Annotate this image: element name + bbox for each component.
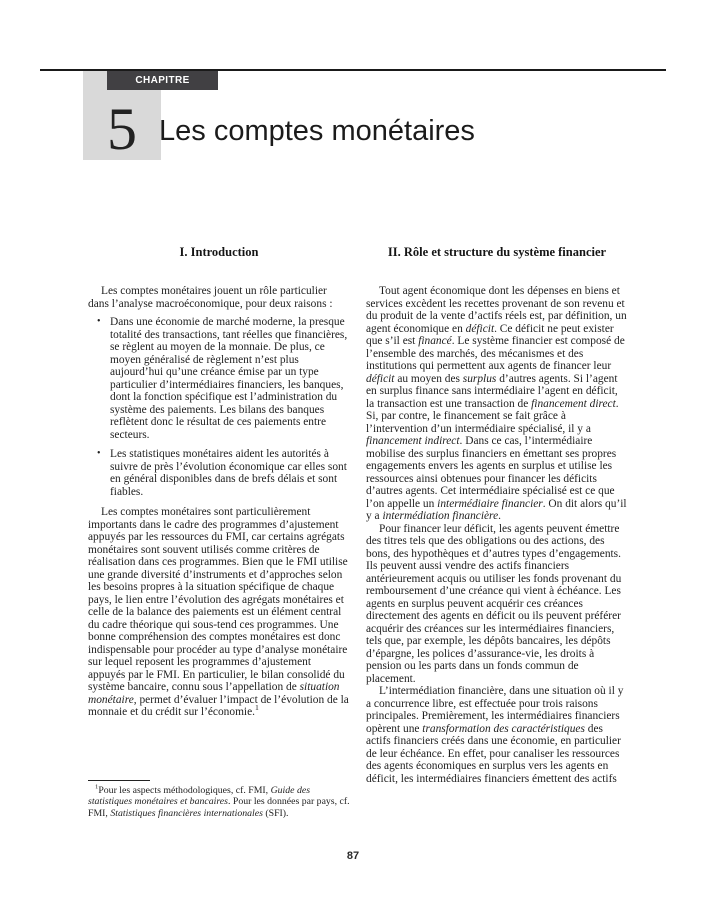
text-run: . Dans ce cas, l’intermédiaire mobilise des surplus financiers en émettant ses propres engagements envers les agents en surplus et utilise les ressources ainsi obtenues pour financer les déficits d’autres agents. Cet intermédiaire spécialisé est ce que l’on appelle un	[366, 435, 617, 510]
text-run: Les comptes monétaires sont particulièrement importants dans le cadre des programmes d’ajustement appuyés par les ressources du FMI, car certains agrégats monétaires sont souvent utilisés comme critères de réalisation dans ces programmes. Bien que le FMI utilise une grande diversité d’instruments et d’approches selon les besoins propres à la situation spécifique de chaque pays, le lien entre l’évolution des agrégats monétaires et celle de la balance des paiements est un élément central du cadre théorique qui sous-tend ces programmes. Une bonne compréhension des comptes monétaires est donc indispensable pour procéder au type d’analyse monétaire sur lequel reposent les programmes d’ajustement appuyés par le FMI. En particulier, le bilan consolidé du système bancaire, connu sous l’appellation de	[88, 506, 348, 693]
text-run: L’intermédiation financière, dans une situation où il y a concurrence libre, est effectuée pour trois raisons principales. Premièrement, les intermédiaires financiers opèrent une	[366, 685, 624, 735]
right-column	[366, 245, 628, 785]
text-run: Dans une économie de marché moderne, la presque totalité des transactions, tant réelles que financières, se règlent au moyen de la monnaie. De plus, ce moyen généralisé de règlement n’est plus aujourd’hui qu’une créance émise par un type particulier d’intermédiaires financiers, les banques, dont la fonction spécifique est l’administration du système des paiements. Les bilans des banques reflètent donc le résultat de ces paiements entre secteurs.	[110, 316, 348, 441]
bullet-text	[110, 448, 350, 498]
chapter-number: 5	[107, 96, 137, 162]
text-run: d’autres agents. Si l’agent en surplus finance sans intermédiaire l’agent en déficit, la transaction est une transaction de	[366, 372, 618, 410]
superscript-ref: 1	[95, 783, 99, 791]
text-run: Tout agent économique dont les dépenses en biens et services excèdent les recettes provenant de son revenu et du produit de la vente d’actifs réels est, par définition, un agent économique en	[366, 285, 627, 335]
emphasis-text: déficit	[465, 322, 495, 335]
text-run: . On dit alors qu’il y a	[366, 497, 627, 522]
text-run: .	[498, 510, 501, 522]
bullet-icon: •	[97, 448, 101, 459]
footnote	[88, 780, 350, 819]
two-column-body	[88, 245, 628, 785]
text-run: . Si, par contre, le financement se fait grâce à l’intervention d’un intermédiaire spécialisé, il y a	[366, 397, 619, 435]
text-run: . Le système financier est composé de l’ensemble des marchés, des mécanismes et des institutions qui permettent aux agents de financer leur	[366, 335, 625, 372]
chapter-label: CHAPITRE	[107, 71, 218, 90]
text-run: au moyen des	[394, 372, 463, 385]
paragraph	[366, 285, 628, 523]
emphasis-text: financement indirect	[366, 435, 460, 447]
left-column-body	[88, 285, 350, 719]
text-run: Pour financer leur déficit, les agents peuvent émettre des titres tels que des obligations ou des actions, des bons, des hypothèques et d’autres types d’engagements. Ils peuvent aussi vendre des actifs financiers antérieurement acquis ou utiliser les fonds provenant du remboursement d’une créance qui vient à échéance. Les agents en surplus peuvent acquérir ces créances directement des agents en déficit ou ils peuvent préférer acquérir des créances sur les intermédiaires financiers, tels que, par exemple, les dépôts bancaires, les dépôts d’épargne, les polices d’assurance-vie, les droits à pension ou les parts dans un fonds commun de placement.	[366, 522, 622, 685]
emphasis-text: intermédiation financière	[382, 510, 499, 522]
emphasis-text: financement direct	[531, 397, 616, 410]
bullet-icon: •	[97, 316, 101, 327]
paragraph	[88, 285, 350, 310]
bullet-text	[110, 316, 350, 441]
emphasis-text: Statistiques financières internationales	[110, 807, 263, 819]
emphasis-text: financé	[418, 335, 452, 347]
emphasis-text: transformation des caractéristiques	[422, 722, 585, 735]
paragraph	[366, 523, 628, 686]
bullet-item	[97, 316, 350, 441]
emphasis-text: intermédiaire financier	[437, 497, 543, 510]
emphasis-text: déficit	[366, 372, 395, 385]
paragraph	[366, 685, 628, 785]
text-run: Les statistiques monétaires aident les autorités à suivre de près l’évolution économique car elles sont en général disponibles dans de brefs délais et sont fiables.	[110, 448, 347, 498]
section-heading-introduction: I. Introduction	[179, 245, 259, 259]
text-run: des actifs financiers créés dans une économie, en particulier de leur échéance. En effet, pour canaliser les ressources des agents économiques en surplus vers les agents en déficit, les intermédiaires financiers émettent des actifs	[366, 722, 621, 785]
paragraph	[88, 506, 350, 719]
section-heading-role-structure: II. Rôle et structure du système financier	[387, 245, 607, 259]
emphasis-text: Guide des statistiques monétaires et bancaires	[88, 785, 311, 808]
text-run: Pour les aspects méthodologiques, cf. FMI,	[98, 785, 271, 796]
emphasis-text: surplus	[462, 372, 497, 385]
text-run: Les comptes monétaires jouent un rôle particulier dans l’analyse macroéconomique, pour deux raisons :	[88, 285, 333, 310]
text-run: , permet d’évaluer l’impact de l’évolution de la monnaie et du crédit sur l’économie.	[88, 693, 349, 718]
bullet-item	[97, 448, 350, 498]
page-number: 87	[346, 850, 360, 862]
text-run: . Ce déficit ne peut exister que s’il est	[366, 322, 614, 347]
text-run: . Pour les données par pays, cf. FMI,	[88, 796, 350, 819]
footnote-rule	[88, 780, 150, 781]
left-column	[88, 245, 350, 785]
right-column-body	[366, 285, 628, 785]
chapter-title: Les comptes monétaires	[159, 115, 475, 147]
superscript-ref: 1	[255, 703, 259, 713]
emphasis-text: situation monétaire	[88, 681, 340, 706]
text-run: (SFI).	[262, 807, 289, 819]
footnote-text	[88, 785, 350, 819]
